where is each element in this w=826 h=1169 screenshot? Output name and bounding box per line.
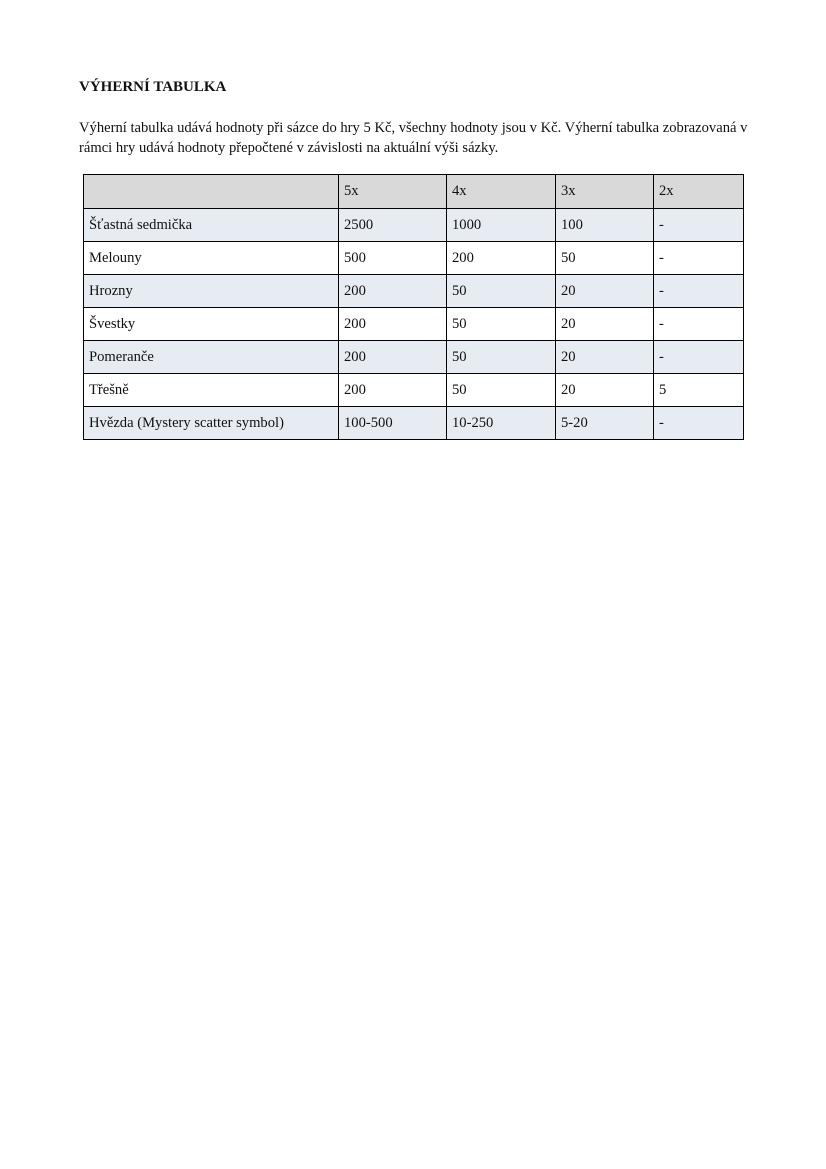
payout-cell: 50 [447, 308, 556, 341]
payout-table [83, 174, 744, 440]
payout-cell: 500 [339, 242, 447, 275]
payout-cell: 20 [556, 341, 654, 374]
payout-cell: - [654, 242, 744, 275]
payout-cell: 200 [339, 275, 447, 308]
column-header [84, 175, 339, 209]
payout-cell: - [654, 308, 744, 341]
payout-cell: 200 [339, 308, 447, 341]
symbol-name-cell: Hrozny [84, 275, 339, 308]
payout-cell: 50 [556, 242, 654, 275]
symbol-name-cell: Melouny [84, 242, 339, 275]
table-row [84, 341, 744, 374]
payout-cell: - [654, 407, 744, 440]
payout-cell: 5-20 [556, 407, 654, 440]
column-header: 3x [556, 175, 654, 209]
table-row [84, 275, 744, 308]
payout-cell: - [654, 341, 744, 374]
symbol-name-cell: Šťastná sedmička [84, 209, 339, 242]
payout-cell: 2500 [339, 209, 447, 242]
column-header: 4x [447, 175, 556, 209]
payout-cell: 10-250 [447, 407, 556, 440]
payout-cell: 5 [654, 374, 744, 407]
symbol-name-cell: Švestky [84, 308, 339, 341]
payout-cell: 100 [556, 209, 654, 242]
table-row [84, 407, 744, 440]
table-row [84, 209, 744, 242]
payout-cell: 1000 [447, 209, 556, 242]
column-header: 5x [339, 175, 447, 209]
symbol-name-cell: Pomeranče [84, 341, 339, 374]
payout-cell: 20 [556, 275, 654, 308]
table-row [84, 308, 744, 341]
page-title: VÝHERNÍ TABULKA [79, 79, 227, 95]
payout-cell: 50 [447, 275, 556, 308]
column-header: 2x [654, 175, 744, 209]
table-row [84, 242, 744, 275]
table-header-row [84, 175, 744, 209]
payout-cell: 20 [556, 308, 654, 341]
payout-cell: 20 [556, 374, 654, 407]
payout-cell: 200 [339, 341, 447, 374]
intro-paragraph: Výherní tabulka udává hodnoty při sázce do hry 5 Kč, všechny hodnoty jsou v Kč. Výherní tabulka zobrazovaná v rámci hry udává hodnoty přepočtené v závislosti na aktuální výši sázky. [79, 120, 748, 156]
payout-cell: 200 [339, 374, 447, 407]
payout-cell: 100-500 [339, 407, 447, 440]
payout-cell: - [654, 275, 744, 308]
table-row [84, 374, 744, 407]
symbol-name-cell: Třešně [84, 374, 339, 407]
payout-cell: 50 [447, 374, 556, 407]
payout-cell: - [654, 209, 744, 242]
payout-cell: 200 [447, 242, 556, 275]
payout-cell: 50 [447, 341, 556, 374]
symbol-name-cell: Hvězda (Mystery scatter symbol) [84, 407, 339, 440]
